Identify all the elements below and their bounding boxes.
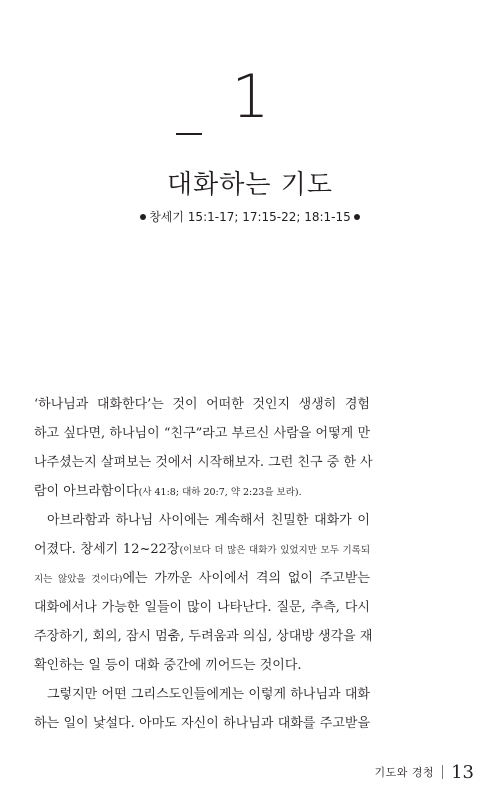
body-line-text: 람이 아브라함이다 [34, 484, 139, 499]
body-line-text: 주장하기, 회의, 잠시 멈춤, 두려움과 의심, 상대방 생각을 재 [34, 629, 373, 644]
bullet-dot-left [140, 214, 146, 220]
body-line [34, 651, 370, 680]
body-line-text: 대화에서나 가능한 일들이 많이 나타난다. 질문, 추측, 다시 [34, 600, 370, 615]
page-number: 13 [451, 761, 474, 783]
body-line-text: 확인하는 일 등이 대화 중간에 끼어드는 것이다. [34, 658, 302, 673]
body-line [34, 535, 370, 564]
body-line-text: 어졌다. 창세기 12~22장 [34, 542, 180, 557]
chapter-number: 1 [231, 62, 269, 132]
body-line-text: 나주셨는지 살펴보는 것에서 시작해보자. 그런 친구 중 한 사 [34, 455, 373, 470]
body-line [34, 390, 370, 419]
body-line-text: 하는 일이 낯설다. 아마도 자신이 하나님과 대화를 주고받을 [34, 716, 370, 731]
body-text [34, 390, 373, 738]
body-line [34, 419, 370, 448]
scripture-reference [0, 209, 500, 225]
chapter-title: 대화하는 기도 [167, 170, 333, 200]
body-line [34, 506, 370, 535]
body-line [34, 622, 373, 651]
body-line [34, 564, 370, 593]
body-line-text: 하고 싶다면, 하나님이 “친구”라고 부르신 사람을 어떻게 만 [34, 426, 370, 441]
chapter-number-underline [176, 133, 202, 135]
body-line-text: 에는 가까운 사이에서 격의 없이 주고받는 [122, 571, 370, 586]
body-line-text: 아브라함과 하나님 사이에는 계속해서 친밀한 대화가 이 [47, 513, 370, 528]
body-line [34, 477, 370, 506]
body-line [34, 709, 370, 738]
body-line [34, 448, 373, 477]
bullet-dot-right [354, 214, 360, 220]
body-line-text: ‘하나님과 대화한다’는 것이 어떠한 것인지 생생히 경험 [34, 397, 370, 412]
body-line-annotation: (이보다 더 많은 대화가 있었지만 모두 기록되 [179, 545, 371, 556]
footer-separator [442, 765, 443, 779]
body-line [34, 680, 370, 709]
body-line-annotation: 지는 않았을 것이다) [34, 574, 123, 585]
scripture-reference-text: 창세기 15:1-17; 17:15-22; 18:1-15 [149, 210, 351, 224]
running-title: 기도와 경청 [374, 766, 435, 779]
body-line-text: 그렇지만 어떤 그리스도인들에게는 이렇게 하나님과 대화 [47, 687, 370, 702]
body-line [34, 593, 370, 622]
body-line-annotation: (사 41:8; 대하 20:7, 약 2:23을 보라). [138, 487, 302, 498]
page-footer [374, 760, 474, 784]
